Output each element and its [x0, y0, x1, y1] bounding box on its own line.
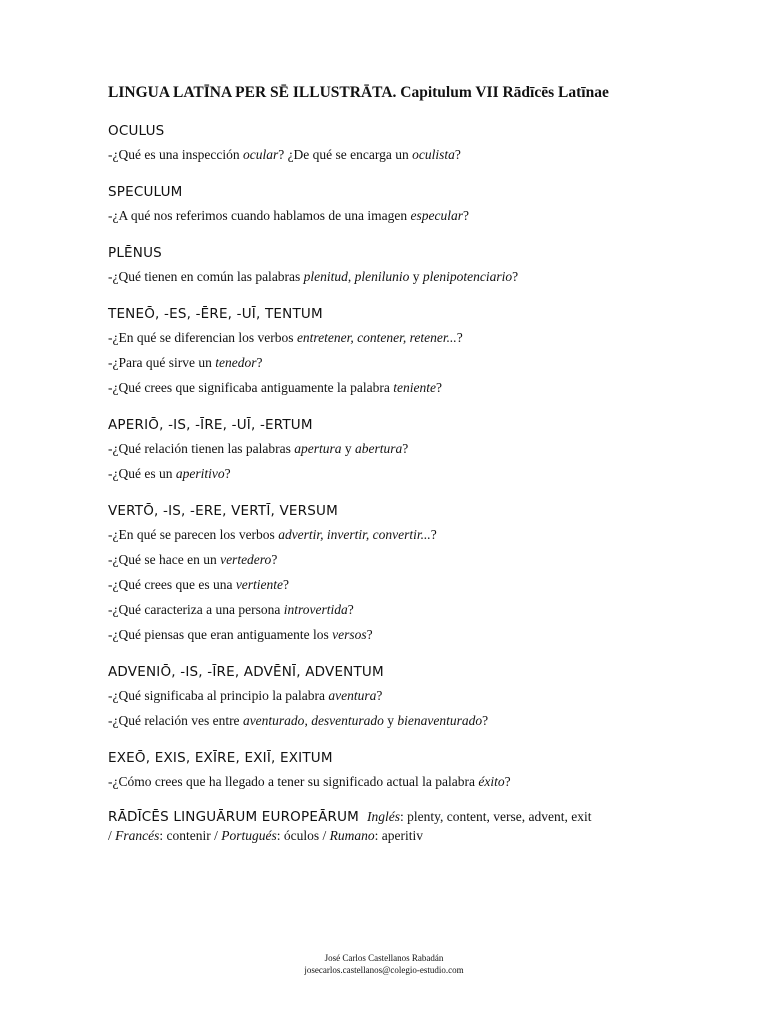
question-keyword: aperitivo [175, 466, 225, 481]
european-roots-row-1 [108, 808, 668, 826]
question-keyword: introvertida [283, 602, 348, 617]
root-heading: SPECULUM [108, 184, 183, 200]
question-keyword: advertir, invertir, convertir... [278, 527, 431, 542]
question-line [108, 142, 668, 167]
ingles-label: Inglés [367, 809, 401, 824]
question-keyword: plenitud [303, 269, 348, 284]
question-text: -¿Qué es un [108, 466, 176, 481]
question-line [108, 708, 668, 733]
question-text: ? [224, 466, 231, 481]
worksheet [108, 84, 668, 844]
root-heading: ADVENIŌ, -IS, -ĪRE, ADVĒNĪ, ADVENTUM [108, 664, 384, 680]
question-keyword: vertedero [220, 552, 272, 567]
question-line [108, 622, 668, 647]
question-keyword: teniente [393, 380, 436, 395]
root-section [108, 181, 668, 228]
root-section [108, 120, 668, 167]
question-line [108, 461, 668, 486]
european-roots-section [108, 808, 668, 844]
root-section [108, 242, 668, 289]
question-text: -¿En qué se diferencian los verbos [108, 330, 297, 345]
european-roots-row-2 [108, 827, 668, 844]
question-text: -¿Qué caracteriza a una persona [108, 602, 284, 617]
question-text: -¿En qué se parecen los verbos [108, 527, 279, 542]
question-text: ? [402, 441, 409, 456]
question-text: ? [463, 208, 470, 223]
question-text: y [383, 713, 398, 728]
question-keyword: oculista [412, 147, 455, 162]
question-line [108, 203, 668, 228]
root-heading: OCULUS [108, 123, 165, 139]
question-line [108, 769, 668, 794]
rumano-text: : aperitiv [374, 828, 423, 843]
question-text: -¿Para qué sirve un [108, 355, 216, 370]
root-section [108, 747, 668, 794]
question-text: y [409, 269, 423, 284]
question-text: ? [366, 627, 373, 642]
question-keyword: aventurado [242, 713, 305, 728]
question-keyword: tenedor [215, 355, 257, 370]
question-text: -¿Qué significaba al principio la palabra [108, 688, 329, 703]
separator: / [108, 828, 116, 843]
root-heading: PLĒNUS [108, 245, 162, 261]
question-line [108, 264, 668, 289]
question-text: -¿Qué crees que significaba antiguamente la palabra [108, 380, 394, 395]
question-keyword: versos [332, 627, 367, 642]
question-keyword: abertura [355, 441, 403, 456]
question-line [108, 375, 668, 400]
author-name: José Carlos Castellanos Rabadán [324, 953, 444, 963]
question-line [108, 597, 668, 622]
question-text: ? [271, 552, 278, 567]
root-section [108, 661, 668, 733]
question-text: ? [456, 330, 463, 345]
question-text: -¿Qué crees que es una [108, 577, 236, 592]
ingles-text: : plenty, content, verse, advent, exit [400, 809, 592, 824]
rumano-label: Rumano [329, 828, 375, 843]
question-keyword: éxito [478, 774, 505, 789]
question-text: -¿Qué tienen en común las palabras [108, 269, 304, 284]
question-keyword: aventura [328, 688, 377, 703]
question-keyword: vertiente [235, 577, 284, 592]
question-keyword: especular [410, 208, 464, 223]
question-keyword: desventurado [311, 713, 384, 728]
question-text: ? [454, 147, 461, 162]
author-email: josecarlos.castellanos@colegio-estudio.com [304, 965, 464, 975]
portugues-text: : óculos / [276, 828, 330, 843]
frances-text: : contenir / [159, 828, 222, 843]
question-text: y [341, 441, 356, 456]
root-heading: VERTŌ, -IS, -ERE, VERTĪ, VERSUM [108, 503, 338, 519]
question-text: -¿Qué se hace en un [108, 552, 221, 567]
question-keyword: apertura [294, 441, 342, 456]
root-heading: TENEŌ, -ES, -ĒRE, -UĪ, TENTUM [108, 306, 323, 322]
question-line [108, 350, 668, 375]
question-line [108, 683, 668, 708]
question-keyword: bienaventurado [397, 713, 483, 728]
question-text: , [347, 269, 355, 284]
question-line [108, 572, 668, 597]
root-section [108, 500, 668, 647]
question-line [108, 325, 668, 350]
question-text: ? [482, 713, 489, 728]
question-text: -¿Qué piensas que eran antiguamente los [108, 627, 333, 642]
question-line [108, 547, 668, 572]
question-keyword: plenipotenciario [422, 269, 513, 284]
footer [0, 952, 768, 976]
question-text: ? [256, 355, 263, 370]
question-text: ? [430, 527, 437, 542]
question-keyword: entretener, contener, retener... [296, 330, 457, 345]
question-text: -¿Qué es una inspección [108, 147, 243, 162]
sections-container [108, 120, 668, 794]
question-text: ? [376, 688, 383, 703]
page-title: LINGUA LATĪNA PER SĒ ILLUSTRĀTA. Capitulum VII Rādīcēs Latīnae [108, 84, 609, 101]
root-section [108, 303, 668, 400]
question-text: -¿Qué relación tienen las palabras [108, 441, 295, 456]
question-text: -¿A qué nos referimos cuando hablamos de una imagen [108, 208, 411, 223]
question-text: ? [435, 380, 442, 395]
question-text: ? [504, 774, 511, 789]
root-section [108, 414, 668, 486]
european-roots-heading: RĀDĪCĒS LINGUĀRUM EUROPEĀRUM [108, 809, 360, 825]
question-text: -¿Cómo crees que ha llegado a tener su significado actual la palabra [108, 774, 479, 789]
question-line [108, 522, 668, 547]
question-line [108, 436, 668, 461]
question-text: ? [283, 577, 290, 592]
root-heading: EXEŌ, EXIS, EXĪRE, EXIĪ, EXITUM [108, 750, 333, 766]
portugues-label: Portugués [221, 828, 277, 843]
question-text: ? [512, 269, 519, 284]
question-text: , [304, 713, 312, 728]
question-text: ? ¿De qué se encarga un [278, 147, 413, 162]
question-keyword: plenilunio [354, 269, 410, 284]
question-text: ? [347, 602, 354, 617]
frances-label: Francés [115, 828, 160, 843]
root-heading: APERIŌ, -IS, -ĪRE, -UĪ, -ERTUM [108, 417, 313, 433]
question-text: -¿Qué relación ves entre [108, 713, 243, 728]
question-keyword: ocular [242, 147, 279, 162]
